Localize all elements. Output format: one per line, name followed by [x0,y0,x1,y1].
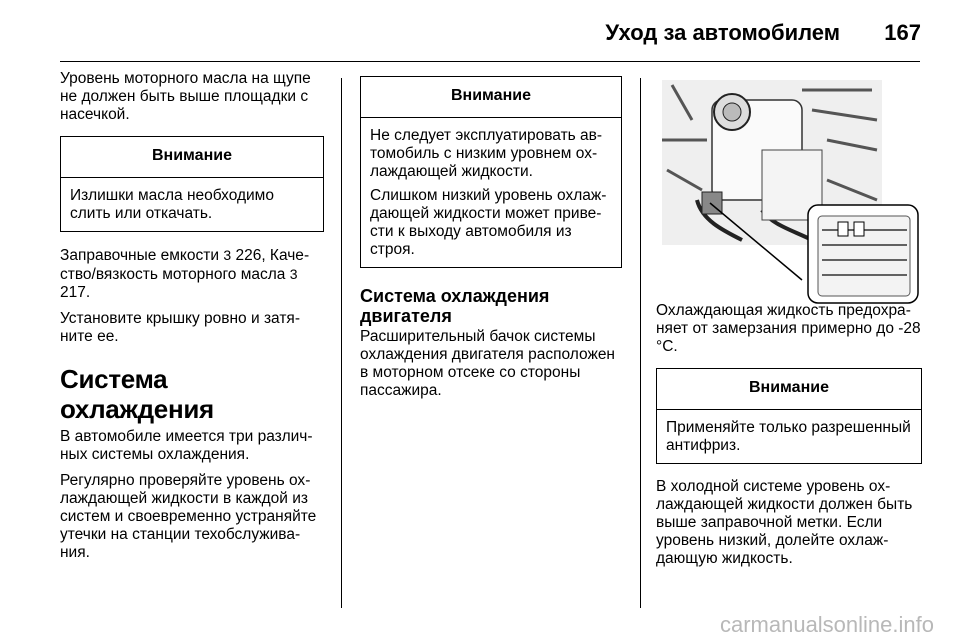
cooling-intro-text: В автомобиле имеется три различных системы охлаждения. [60,428,313,463]
engine-cooling-heading: Система охлаждения двигателя [360,286,550,326]
warning-box-antifreeze [656,368,922,464]
warning-box-oil [60,136,324,232]
column-2 [360,64,622,408]
cooling-system-heading: Система охлаждения [60,364,214,424]
watermark: carmanualsonline.info [719,612,934,637]
expansion-tank-text: Расширительный бачок системы охлаждения двигателя расположен в моторном отсеке со стороны пассажира. [360,328,615,399]
warning-box-coolant [360,76,622,268]
warning-title: Внимание [361,77,621,118]
cooling-check-text: Регулярно проверяйте уровень охлаждающей жидкости в каждой из систем и своевременно устраняйте утечки на станции техобслуживания. [60,472,317,561]
oil-level-text: Уровень моторного масла на щупе не должен быть выше площадки с насечкой. [60,70,311,123]
column-3 [656,302,922,576]
warning-text-1: Не следует эксплуатировать автомобиль с низким уровнем охлаждающей жидкости. [370,127,603,180]
page-number: 167 [884,20,921,45]
warning-text-2: Слишком низкий уровень охлаждающей жидкости может привести к выходу автомобиля из строя. [370,187,607,258]
warning-text: Излишки масла необходимо слить или откачать. [70,187,274,222]
header-rule [60,61,920,62]
capacities-text: Заправочные емкости 3 226, Качество/вязкость моторного масла 3 217. [60,247,310,301]
arrow-ref-icon: 3 [223,247,232,263]
warning-title: Внимание [657,369,921,410]
column-divider-2 [640,78,641,608]
column-1 [60,70,324,570]
antifreeze-text: Охлаждающая жидкость предохраняет от замерзания примерно до -28 °C. [656,302,921,355]
cold-level-text: В холодной системе уровень охлаждающей жидкости должен быть выше заправочной метки. Если уровень низкий, долейте охлаждающую жидкость. [656,478,913,567]
warning-text: Применяйте только разрешенный антифриз. [666,419,911,454]
warning-title: Внимание [61,137,323,178]
arrow-ref-icon: 3 [289,266,298,282]
column-divider-1 [341,78,342,608]
section-title: Уход за автомобилем [605,20,840,45]
page-header [0,0,960,62]
coolant-tank-photo [662,80,920,305]
cap-install-text: Установите крышку ровно и затяните ее. [60,310,300,345]
